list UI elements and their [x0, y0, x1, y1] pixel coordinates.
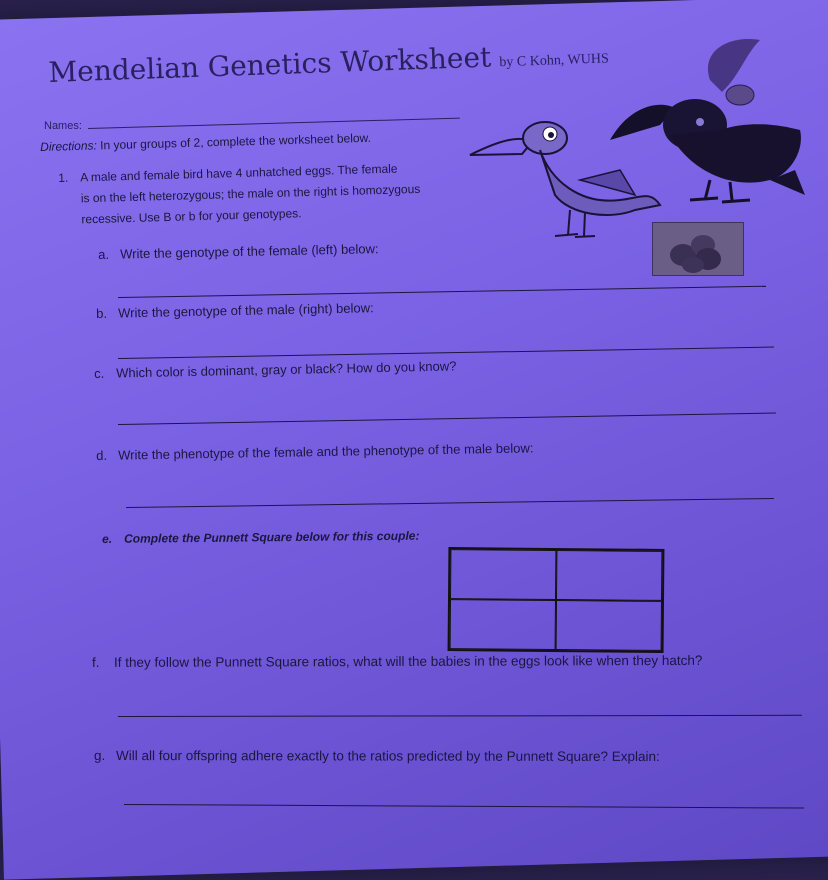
- question-e: [102, 529, 419, 546]
- punnett-square: [448, 547, 665, 653]
- question-1: [58, 156, 478, 227]
- question-g: [94, 748, 660, 764]
- names-label: Names:: [44, 120, 82, 132]
- question-text: Which color is dominant, gray or black? How do you know?: [115, 358, 457, 381]
- question-1-line: is on the left heterozygous; the male on the right is homozygous: [80, 181, 421, 206]
- birds-illustration: [460, 30, 820, 280]
- question-text: Write the phenotype of the female and the phenotype of the male below:: [117, 440, 534, 463]
- question-text: Complete the Punnett Square below for this couple:: [123, 528, 420, 546]
- question-d: [96, 440, 534, 463]
- punnett-cell[interactable]: [556, 600, 662, 651]
- question-text: Will all four offspring adhere exactly to the ratios predicted by the Punnett Square? Explain:: [115, 748, 660, 764]
- question-letter: f.: [92, 654, 100, 670]
- leaf-icon: [708, 39, 760, 105]
- question-1-line: A male and female bird have 4 unhatched eggs. The female: [80, 161, 398, 185]
- author-credit: by C Kohn, WUHS: [499, 51, 610, 71]
- names-field[interactable]: [88, 118, 460, 129]
- question-letter: d.: [96, 447, 108, 463]
- directions: [40, 131, 371, 154]
- eggs-photo: [652, 222, 744, 276]
- question-text: If they follow the Punnett Square ratios, what will the babies in the eggs look like when they hatch?: [113, 652, 703, 670]
- answer-line-a[interactable]: [118, 286, 766, 298]
- question-letter: g.: [93, 748, 106, 764]
- title-text: Mendelian Genetics Worksheet: [48, 40, 492, 89]
- question-number: 1.: [58, 170, 69, 185]
- punnett-cell[interactable]: [450, 549, 556, 600]
- egg-icon: [653, 223, 743, 275]
- question-b: [96, 300, 374, 321]
- answer-line-f[interactable]: [118, 715, 802, 717]
- question-text: Write the genotype of the male (right) below:: [117, 300, 374, 321]
- question-1-text: [80, 156, 482, 230]
- question-letter: c.: [94, 365, 105, 381]
- question-f: [92, 653, 702, 670]
- punnett-cell[interactable]: [450, 599, 556, 650]
- punnett-cell[interactable]: [556, 550, 662, 601]
- question-1-line: recessive. Use B or b for your genotypes.: [81, 206, 302, 227]
- question-a: [98, 241, 379, 262]
- question-text: Write the genotype of the female (left) below:: [119, 241, 379, 262]
- answer-line-b[interactable]: [118, 347, 774, 359]
- answer-line-g[interactable]: [124, 804, 804, 809]
- directions-text: In your groups of 2, complete the worksheet below.: [96, 130, 372, 153]
- black-bird-illustration: [610, 99, 805, 202]
- question-letter: a.: [98, 246, 110, 262]
- answer-line-c[interactable]: [118, 413, 776, 425]
- gray-bird-illustration: [470, 122, 660, 237]
- answer-line-d[interactable]: [126, 498, 774, 508]
- question-c: [94, 358, 457, 381]
- directions-label: Directions:: [40, 138, 98, 154]
- question-letter: e.: [102, 531, 113, 546]
- question-letter: b.: [96, 305, 108, 321]
